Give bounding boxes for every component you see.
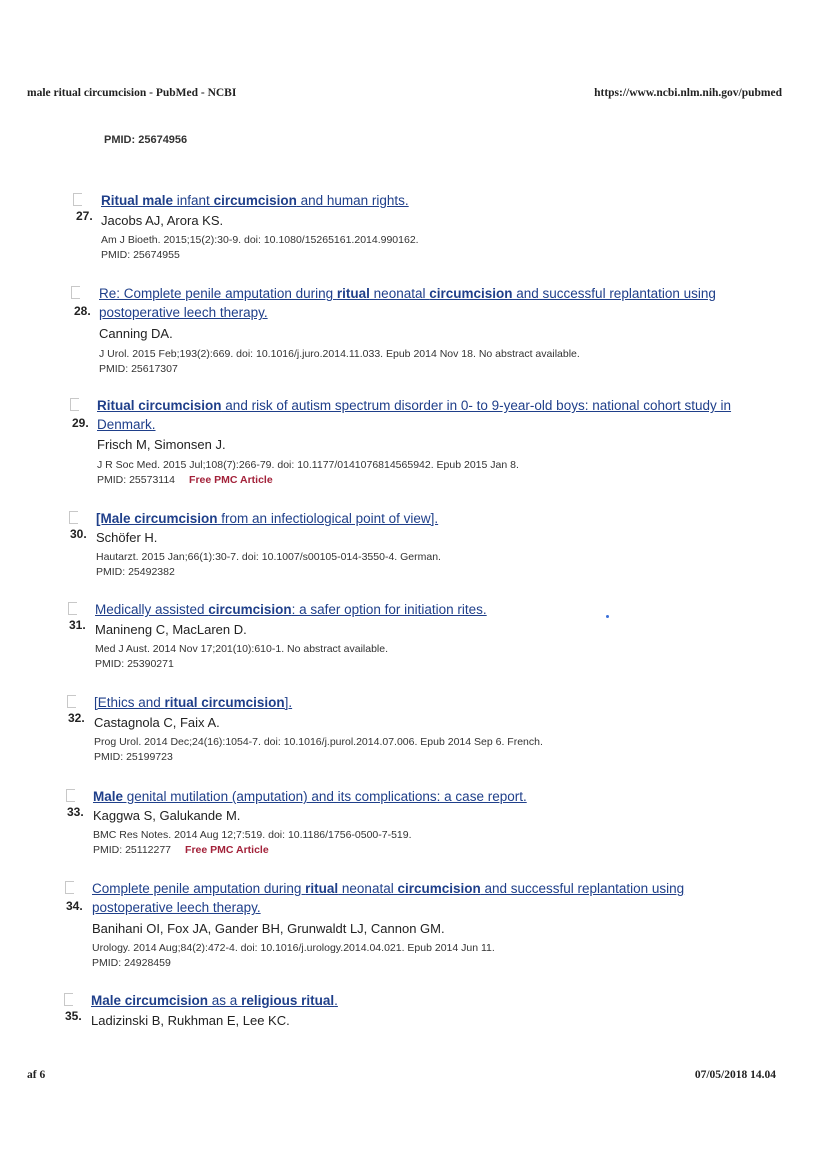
result-citation: Prog Urol. 2014 Dec;24(16):1054-7. doi: 10.1016/j.purol.2014.07.006. Epub 2014 Sep 6. French.: [94, 736, 543, 748]
result-authors: Castagnola C, Faix A.: [94, 715, 220, 730]
title-text: ritual: [336, 286, 370, 301]
result-title-link[interactable]: [91, 991, 731, 1010]
title-text: religious ritual: [241, 993, 335, 1008]
result-pmid-row: [101, 249, 180, 261]
select-checkbox[interactable]: [69, 511, 78, 524]
select-checkbox[interactable]: [70, 398, 79, 411]
title-text: as a: [208, 993, 242, 1008]
result-title-link[interactable]: [94, 693, 734, 712]
result-number: 33.: [67, 805, 84, 819]
result-citation: Urology. 2014 Aug;84(2):472-4. doi: 10.1016/j.urology.2014.04.021. Epub 2014 Jun 11.: [92, 942, 495, 954]
result-pmid-row: [95, 658, 174, 670]
title-text: .: [334, 993, 338, 1008]
title-text: ritual circumcision: [164, 695, 285, 710]
result-citation: Med J Aust. 2014 Nov 17;201(10):610-1. No abstract available.: [95, 643, 389, 655]
result-pmid-row: [93, 844, 269, 856]
title-text: Medically assisted: [95, 602, 209, 617]
result-authors: Jacobs AJ, Arora KS.: [101, 213, 224, 228]
stray-dot: [606, 615, 609, 618]
title-text: Ritual male: [101, 193, 174, 208]
title-text: ritual: [305, 881, 339, 896]
result-pmid-row: [96, 566, 175, 578]
title-text: neonatal: [338, 881, 398, 896]
title-text: Complete penile amputation during: [92, 881, 306, 896]
result-pmid: PMID: 25617307: [99, 363, 178, 375]
result-authors: Banihani OI, Fox JA, Gander BH, Grunwaldt LJ, Cannon GM.: [92, 921, 445, 936]
result-pmid-row: [97, 474, 273, 486]
result-authors: Manineng C, MacLaren D.: [95, 622, 247, 637]
title-text: and risk of autism spectrum disorder in 0- to 9-year-old boys: national cohort study in Denmark.: [97, 398, 732, 432]
result-citation: BMC Res Notes. 2014 Aug 12;7:519. doi: 10.1186/1756-0500-7-519.: [93, 829, 412, 841]
result-number: 34.: [66, 899, 83, 913]
title-text: and human rights.: [296, 193, 409, 208]
result-title-link[interactable]: [99, 284, 739, 322]
title-text: [Male circumcision: [96, 511, 218, 526]
select-checkbox[interactable]: [64, 993, 73, 1006]
title-text: : a safer option for initiation rites.: [291, 602, 487, 617]
title-text: Male: [93, 789, 124, 804]
title-text: from an infectiological point of view].: [217, 511, 439, 526]
result-title-link[interactable]: [101, 191, 741, 210]
page-header-title: male ritual circumcision - PubMed - NCBI: [27, 87, 237, 99]
title-text: [Ethics and: [94, 695, 165, 710]
result-authors: Schöfer H.: [96, 530, 158, 545]
select-checkbox[interactable]: [67, 695, 76, 708]
title-text: Ritual circumcision: [97, 398, 222, 413]
result-title-link[interactable]: [97, 396, 737, 434]
result-title-link[interactable]: [93, 787, 733, 806]
select-checkbox[interactable]: [71, 286, 80, 299]
title-text: Re: Complete penile amputation during: [99, 286, 337, 301]
result-title-link[interactable]: [96, 509, 736, 528]
page-footer-page: af 6: [27, 1069, 46, 1081]
page-footer-datetime: 07/05/2018 14.04: [694, 1069, 776, 1081]
result-pmid: PMID: 25492382: [96, 566, 175, 578]
result-title-link[interactable]: [95, 600, 735, 619]
free-pmc-article-link[interactable]: Free PMC Article: [185, 844, 269, 856]
title-text: circumcision: [213, 193, 297, 208]
result-citation: Am J Bioeth. 2015;15(2):30-9. doi: 10.1080/15265161.2014.990162.: [101, 234, 419, 246]
select-checkbox[interactable]: [66, 789, 75, 802]
title-text: and successful replantation using postoperative leech therapy.: [99, 286, 716, 320]
select-checkbox[interactable]: [65, 881, 74, 894]
result-number: 29.: [72, 416, 89, 430]
title-text: circumcision: [208, 602, 292, 617]
title-text: ].: [284, 695, 293, 710]
title-text: Male circumcision: [91, 993, 209, 1008]
result-citation: J Urol. 2015 Feb;193(2):669. doi: 10.1016/j.juro.2014.11.033. Epub 2014 Nov 18. No abstract available.: [99, 348, 580, 360]
result-pmid: PMID: 25112277: [93, 844, 172, 856]
title-text: circumcision: [397, 881, 481, 896]
page-header-url: https://www.ncbi.nlm.nih.gov/pubmed: [594, 87, 782, 99]
result-pmid: PMID: 25573114: [97, 474, 176, 486]
result-number: 31.: [69, 618, 86, 632]
result-pmid: PMID: 25674955: [101, 249, 180, 261]
result-authors: Ladizinski B, Rukhman E, Lee KC.: [91, 1013, 290, 1028]
title-text: neonatal: [369, 286, 430, 301]
select-checkbox[interactable]: [73, 193, 82, 206]
title-text: infant: [173, 193, 214, 208]
title-text: genital mutilation (amputation) and its complications: a case report.: [123, 789, 527, 804]
top-pmid: PMID: 25674956: [104, 134, 188, 146]
result-number: 27.: [76, 209, 93, 223]
result-title-link[interactable]: [92, 879, 732, 917]
result-authors: Frisch M, Simonsen J.: [97, 437, 226, 452]
free-pmc-article-link[interactable]: Free PMC Article: [189, 474, 273, 486]
title-text: circumcision: [429, 286, 513, 301]
result-pmid: PMID: 25390271: [95, 658, 174, 670]
title-text: and successful replantation using postoperative leech therapy.: [92, 881, 685, 915]
result-citation: J R Soc Med. 2015 Jul;108(7):266-79. doi: 10.1177/0141076814565942. Epub 2015 Jan 8.: [97, 459, 519, 471]
result-pmid: PMID: 24928459: [92, 957, 171, 969]
select-checkbox[interactable]: [68, 602, 77, 615]
result-authors: Kaggwa S, Galukande M.: [93, 808, 241, 823]
result-number: 35.: [65, 1009, 82, 1023]
result-number: 30.: [70, 527, 87, 541]
result-number: 32.: [68, 711, 85, 725]
result-pmid-row: [94, 751, 173, 763]
result-pmid-row: [99, 363, 178, 375]
result-authors: Canning DA.: [99, 326, 173, 341]
result-pmid: PMID: 25199723: [94, 751, 173, 763]
result-number: 28.: [74, 304, 91, 318]
result-pmid-row: [92, 957, 171, 969]
result-citation: Hautarzt. 2015 Jan;66(1):30-7. doi: 10.1007/s00105-014-3550-4. German.: [96, 551, 441, 563]
